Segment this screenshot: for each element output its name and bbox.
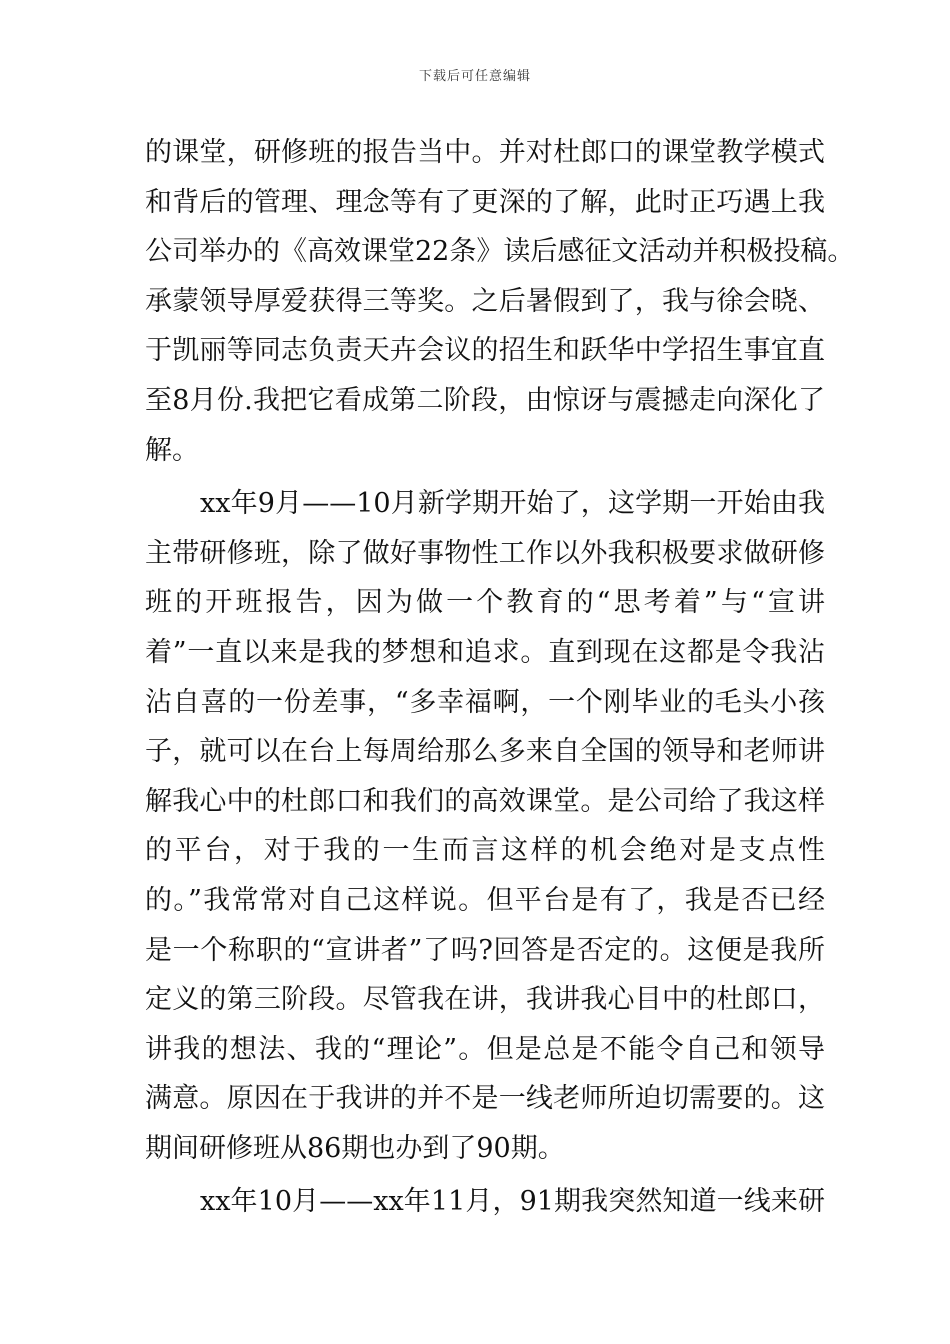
text-line: 承蒙领导厚爱获得三等奖。之后暑假到了，我与徐会晓、 xyxy=(145,285,825,317)
text-line: xx年9月——10月新学期开始了，这学期一开始由我 xyxy=(200,488,825,520)
text-line: 着”一直以来是我的梦想和追求。直到现在这都是令我沾 xyxy=(145,636,825,668)
text-line: 公司举办的《高效课堂22条》读后感征文活动并积极投稿。 xyxy=(145,236,855,268)
text-line: 至8月份.我把它看成第二阶段，由惊讶与震撼走向深化了 xyxy=(145,384,825,416)
text-line: 是一个称职的“宣讲者”了吗?回答是否定的。这便是我所 xyxy=(145,934,825,966)
text-line: 期间研修班从86期也办到了90期。 xyxy=(145,1132,565,1164)
text-line: 解。 xyxy=(145,434,199,466)
text-line: 的平台，对于我的一生而言这样的机会绝对是支点性 xyxy=(145,835,825,867)
text-line: 的。”我常常对自己这样说。但平台是有了，我是否已经 xyxy=(145,884,825,916)
text-line: 解我心中的杜郎口和我们的高效课堂。是公司给了我这样 xyxy=(145,785,825,817)
text-line: 的课堂，研修班的报告当中。并对杜郎口的课堂教学模式 xyxy=(145,137,825,168)
document-body xyxy=(145,128,855,1227)
text-line: 子，就可以在台上每周给那么多来自全国的领导和老师讲 xyxy=(145,736,825,768)
text-line: 主带研修班，除了做好事物性工作以外我积极要求做研修 xyxy=(145,537,825,569)
text-line: 班的开班报告，因为做一个教育的“思考着”与“宣讲 xyxy=(145,587,825,619)
text-line: 讲我的想法、我的“理论”。但是总是不能令自己和领导 xyxy=(145,1033,825,1065)
text-line: 满意。原因在于我讲的并不是一线老师所迫切需要的。这 xyxy=(145,1083,825,1115)
text-line: 沾自喜的一份差事，“多幸福啊，一个刚毕业的毛头小孩 xyxy=(145,686,825,718)
text-line: xx年10月——xx年11月，91期我突然知道一线来研 xyxy=(200,1186,825,1218)
text-line: 定义的第三阶段。尽管我在讲，我讲我心目中的杜郎口， xyxy=(145,984,825,1016)
text-line: 于凯丽等同志负责天卉会议的招生和跃华中学招生事宜直 xyxy=(145,335,825,367)
text-line: 和背后的管理、理念等有了更深的了解，此时正巧遇上我 xyxy=(145,186,825,218)
page-header: 下载后可任意编辑 xyxy=(418,69,531,84)
